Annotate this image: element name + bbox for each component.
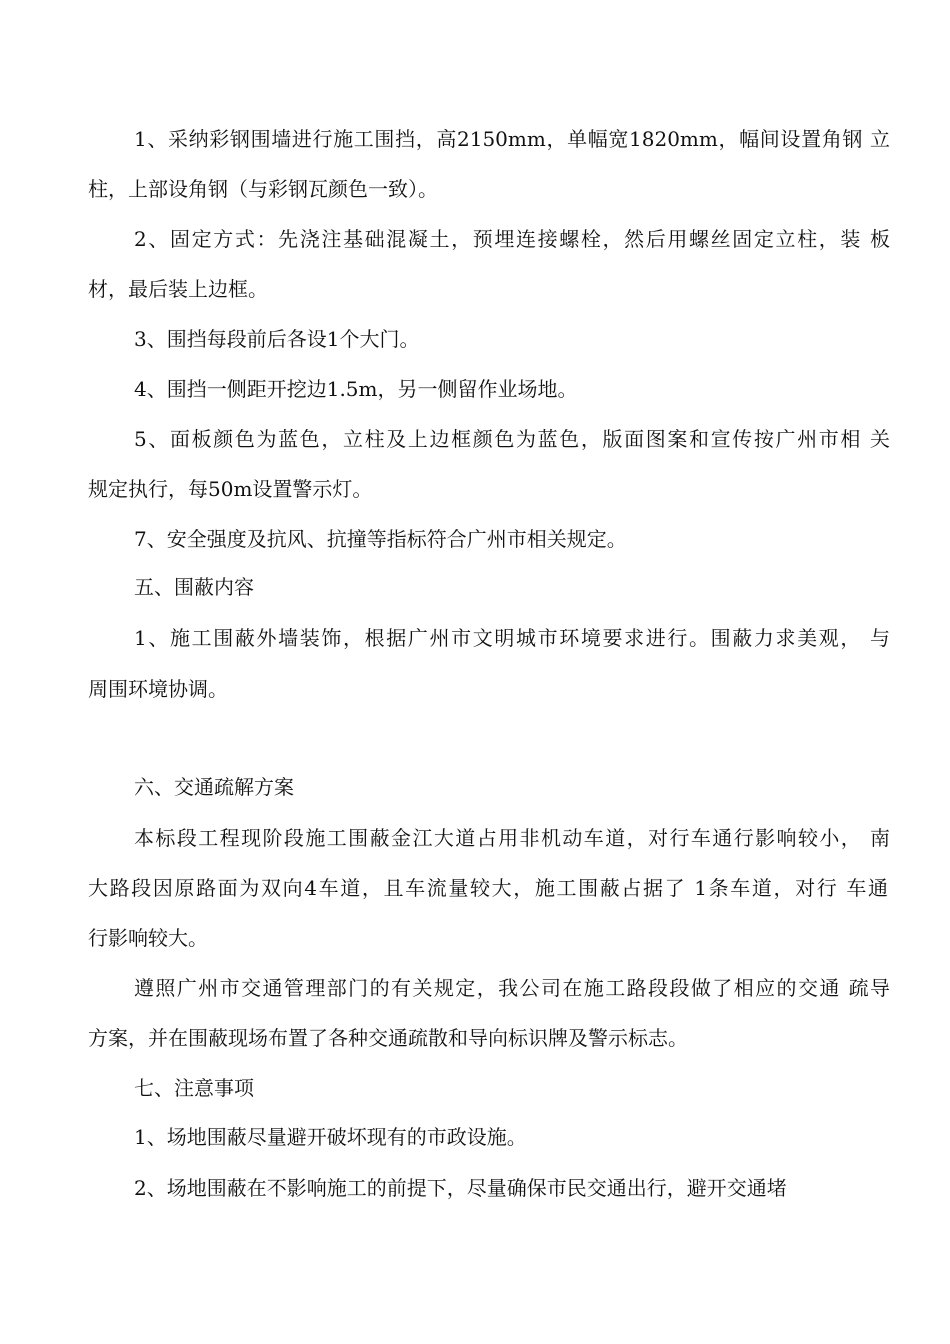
paragraph-line: 2、固定方式：先浇注基础混凝土，预埋连接螺栓，然后用螺丝固定立柱，装 板 (134, 227, 890, 251)
paragraph-line: 3、围挡每段前后各设1个大门。 (134, 327, 420, 351)
paragraph-line: 遵照广州市交通管理部门的有关规定，我公司在施工路段段做了相应的交通 疏导 (134, 976, 890, 1000)
paragraph-line: 周围环境协调。 (88, 677, 228, 701)
paragraph-line: 7、安全强度及抗风、抗撞等指标符合广州市相关规定。 (134, 527, 627, 551)
paragraph-line: 行影响较大。 (88, 926, 208, 950)
section-heading: 七、注意事项 (134, 1076, 254, 1100)
paragraph-line: 材，最后装上边框。 (88, 277, 268, 301)
paragraph-line: 4、围挡一侧距开挖边1.5m，另一侧留作业场地。 (134, 377, 578, 401)
paragraph-line: 5、面板颜色为蓝色，立柱及上边框颜色为蓝色，版面图案和宣传按广州市相 关 (134, 427, 890, 451)
paragraph-line: 大路段因原路面为双向4车道，且车流量较大，施工围蔽占据了 1条车道，对行 车通 (88, 876, 888, 900)
paragraph-line: 规定执行，每50m设置警示灯。 (88, 477, 373, 501)
paragraph-line: 本标段工程现阶段施工围蔽金江大道占用非机动车道，对行车通行影响较小， 南 (134, 826, 890, 850)
section-heading: 六、交通疏解方案 (134, 775, 294, 799)
section-heading: 五、围蔽内容 (134, 575, 254, 599)
paragraph-line: 1、采纳彩钢围墙进行施工围挡，高2150mm，单幅宽1820mm，幅间设置角钢 立 (134, 127, 890, 151)
paragraph-line: 2、场地围蔽在不影响施工的前提下，尽量确保市民交通出行，避开交通堵 (134, 1176, 787, 1200)
paragraph-line: 1、场地围蔽尽量避开破坏现有的市政设施。 (134, 1125, 527, 1149)
paragraph-line: 柱，上部设角钢（与彩钢瓦颜色一致）。 (88, 177, 438, 201)
paragraph-line: 1、施工围蔽外墙装饰，根据广州市文明城市环境要求进行。围蔽力求美观， 与 (134, 626, 890, 650)
paragraph-line: 方案，并在围蔽现场布置了各种交通疏散和导向标识牌及警示标志。 (88, 1026, 688, 1050)
